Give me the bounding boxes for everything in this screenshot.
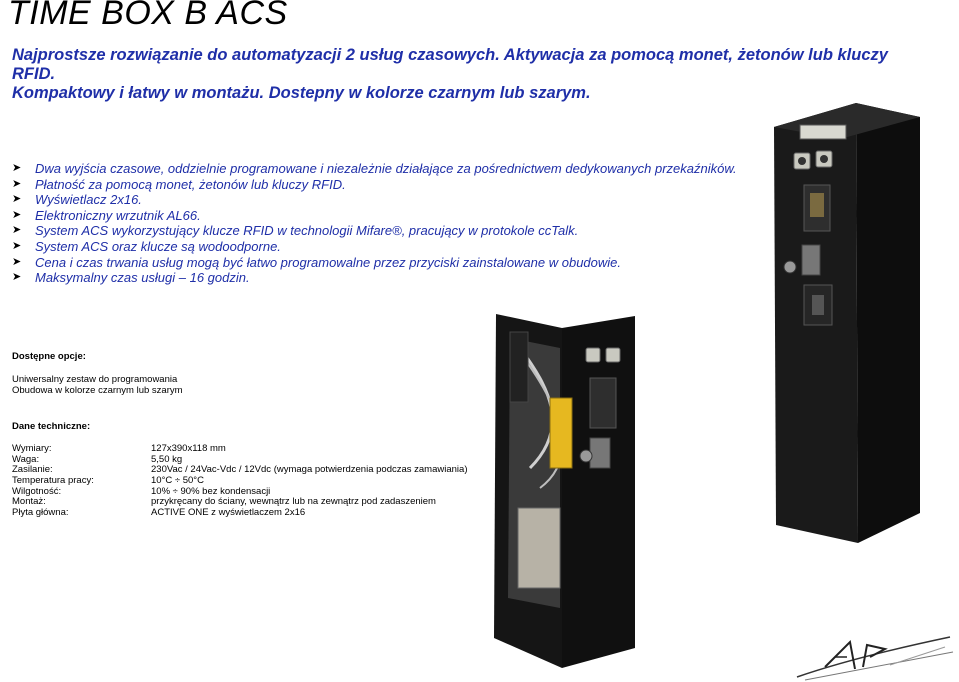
arrow-bullet-icon: ➤ [12, 224, 22, 237]
feature-list [12, 161, 752, 286]
spec-value: ACTIVE ONE z wyświetlaczem 2x16 [151, 507, 306, 518]
display-window [800, 125, 846, 139]
arrow-bullet-icon: ➤ [12, 208, 22, 221]
description-line: Najprostsze rozwiązanie do automatyzacji 2 usług czasowych. Aktywacja za pomocą monet, żetonów lub kluczy RFID. [12, 46, 888, 83]
option-item: Uniwersalny zestaw do programowania [12, 374, 178, 385]
arrow-bullet-icon: ➤ [12, 162, 22, 174]
page-title: TIME BOX B ACS [8, 0, 288, 32]
company-logo [795, 627, 955, 682]
arrow-bullet-icon: ➤ [12, 271, 22, 284]
feature-text: Wyświetlacz 2x16. [35, 192, 142, 208]
options-heading: Dostępne opcje: [12, 351, 86, 362]
feature-text: Cena i czas trwania usług mogą być łatwo programowalne przez przyciski zainstalowane w obudowie. [35, 254, 622, 270]
spec-value: 5,50 kg [151, 454, 183, 465]
spec-label: Temperatura pracy: [12, 475, 94, 486]
feature-text: System ACS wykorzystujący klucze RFID w technologii Mifare®, pracujący w protokole ccTalk. [35, 223, 579, 239]
feature-item [12, 192, 752, 208]
description-line: Kompaktowy i łatwy w montażu. Dostepny w kolorze czarnym lub szarym. [12, 84, 591, 102]
specs-heading: Dane techniczne: [12, 421, 91, 432]
spec-value: 10°C ÷ 50°C [151, 475, 204, 486]
spec-value: przykręcany do ściany, wewnątrz lub na zewnątrz pod zadaszeniem [151, 496, 436, 507]
device-open-photo [490, 308, 650, 678]
arrow-bullet-icon: ➤ [12, 193, 22, 206]
arrow-bullet-icon: ➤ [12, 239, 22, 252]
feature-text: Płatność za pomocą monet, żetonów lub kluczy RFID. [35, 176, 346, 192]
spec-value: 230Vac / 24Vac-Vdc / 12Vdc (wymaga potwierdzenia podczas zamawiania) [151, 464, 468, 475]
feature-item [12, 239, 752, 255]
spec-label: Zasilanie: [12, 464, 53, 475]
spec-label: Montaż: [12, 496, 46, 507]
spec-label: Wymiary: [12, 443, 52, 454]
device-closed-photo [760, 95, 925, 565]
arrow-bullet-icon: ➤ [12, 255, 22, 268]
option-item: Obudowa w kolorze czarnym lub szarym [12, 385, 183, 396]
feature-item [12, 161, 752, 177]
spec-value: 127x390x118 mm [151, 443, 226, 454]
feature-item [12, 208, 752, 224]
feature-text: System ACS oraz klucze są wodoodporne. [35, 238, 281, 254]
feature-text: Maksymalny czas usługi – 16 godzin. [35, 270, 250, 286]
feature-item [12, 270, 752, 286]
spec-label: Waga: [12, 454, 40, 465]
arrow-bullet-icon: ➤ [12, 177, 22, 190]
spec-label: Wilgotność: [12, 486, 62, 497]
feature-text: Elektroniczny wrzutnik AL66. [35, 207, 201, 223]
feature-item [12, 223, 752, 239]
spec-value: 10% ÷ 90% bez kondensacji [151, 486, 271, 497]
spec-label: Płyta główna: [12, 507, 69, 518]
feature-text: Dwa wyjścia czasowe, oddzielnie programowane i niezależnie działające za pośrednictwem dedykowanych przekaźników. [35, 161, 737, 176]
feature-item [12, 255, 752, 271]
feature-item [12, 177, 752, 193]
